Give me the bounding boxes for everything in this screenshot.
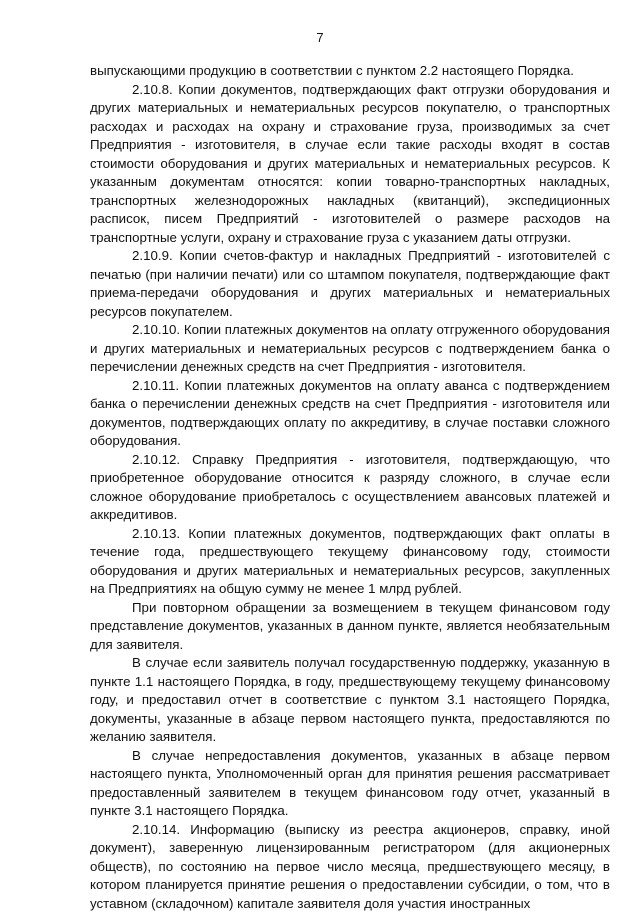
paragraph-continuation: выпускающими продукцию в соответствии с пунктом 2.2 настоящего Порядка. [90, 62, 610, 81]
paragraph-repeat-request: При повторном обращении за возмещением в текущем финансовом году представление документов, указанных в данном пункте, является необязательным для заявителя. [90, 599, 610, 655]
paragraph-state-support: В случае если заявитель получал государственную поддержку, указанную в пункте 1.1 настоящего Порядка, в году, предшествующему текущему финансовому году, и предоставил отчет в соответствие с пунктом 3.1 настоящего Порядка, документы, указанные в абзаце первом настоящего пункта, предоставляются по желанию заявителя. [90, 654, 610, 747]
paragraph-non-submission: В случае непредоставления документов, указанных в абзаце первом настоящего пункта, Уполномоченный орган для принятия решения рассматривает предоставленный заявителем в текущем финансовом году отчет, указанный в пункте 3.1 настоящего Порядка. [90, 747, 610, 821]
paragraph-2-10-14: 2.10.14. Информацию (выписку из реестра акционеров, справку, иной документ), заверенную лицензированным регистратором (для акционерных обществ), по состоянию на первое число месяца, предшествующего месяцу, в котором планируется принятие решения о предоставлении субсидии, о том, что в уставном (складочном) капитале заявителя доля участия иностранных [90, 821, 610, 913]
paragraph-2-10-13: 2.10.13. Копии платежных документов, подтверждающих факт оплаты в течение года, предшествующего текущему финансовому году, стоимости оборудования и других материальных и нематериальных ресурсов, закупленных на Предприятиях на общую сумму не менее 1 млрд рублей. [90, 525, 610, 599]
paragraph-2-10-11: 2.10.11. Копии платежных документов на оплату аванса с подтверждением банка о перечислении денежных средств на счет Предприятия - изготовителя или документов, подтверждающих оплату по аккредитиву, в случае поставки сложного оборудования. [90, 377, 610, 451]
paragraph-2-10-12: 2.10.12. Справку Предприятия - изготовителя, подтверждающую, что приобретенное оборудование относится к разряду сложного, в случае если сложное оборудование приобреталось с осуществлением авансовых платежей и аккредитивов. [90, 451, 610, 525]
page-number: 7 [0, 30, 640, 46]
paragraph-2-10-8: 2.10.8. Копии документов, подтверждающих факт отгрузки оборудования и других материальных и нематериальных ресурсов покупателю, о транспортных расходах и расходах на охрану и страхование груза, производимых за счет Предприятия - изготовителя, в случае если такие расходы входят в состав стоимости оборудования и других материальных и нематериальных ресурсов. К указанным документам относятся: копии товарно-транспортных накладных, транспортных железнодорожных накладных (квитанций), экспедиционных расписок, писем Предприятий - изготовителей о размере расходов на транспортные услуги, охрану и страхование груза с указанием даты отгрузки. [90, 81, 610, 248]
paragraph-2-10-10: 2.10.10. Копии платежных документов на оплату отгруженного оборудования и других материальных и нематериальных ресурсов с подтверждением банка о перечислении денежных средств на счет Предприятия - изготовителя. [90, 321, 610, 377]
paragraph-2-10-9: 2.10.9. Копии счетов-фактур и накладных Предприятий - изготовителей с печатью (при наличии печати) или со штампом покупателя, подтверждающие факт приема-передачи оборудования и других материальных и нематериальных ресурсов покупателем. [90, 247, 610, 321]
document-body [90, 62, 610, 913]
